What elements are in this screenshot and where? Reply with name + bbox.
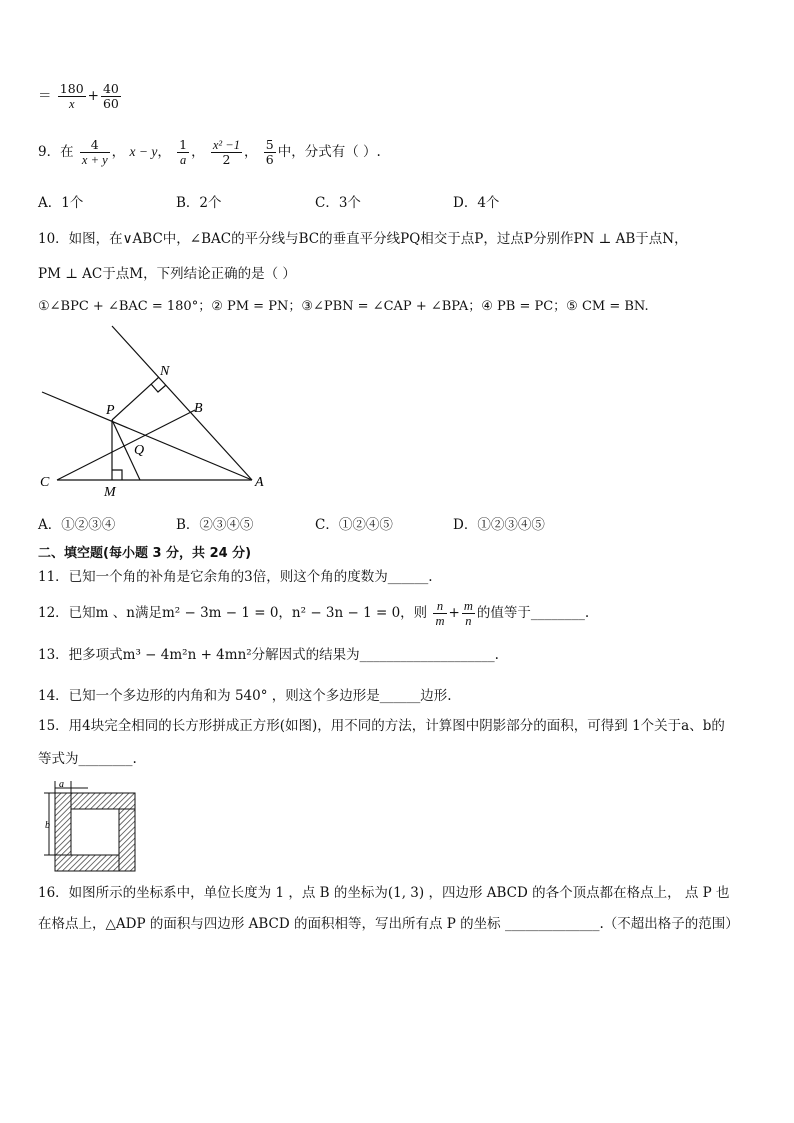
fraction-4-over-xy: $\frac{4}{x + y}$ — [81, 137, 108, 167]
label-N: N — [160, 364, 170, 379]
label-a: a — [59, 779, 64, 790]
label-C: C — [40, 475, 50, 490]
question-12: 12．已知m 、n满足m² − 3m − 1 = 0，n² − 3n − 1 = 0，则 $\frac{n}{m}$ + $\frac{m}{n}$ 的值等于________. — [38, 599, 590, 628]
question-13: 13．把多项式m³ − 4m²n + 4mn²分解因式的结果为____________________. — [38, 647, 499, 663]
label-M: M — [104, 485, 116, 500]
q10-triangle-figure — [30, 320, 290, 500]
q9-option-d: D．4个 — [453, 195, 500, 211]
q9-option-a: A．1个 — [38, 195, 84, 211]
section-2-heading: 二、填空题(每小题 3 分，共 24 分) — [38, 546, 252, 561]
q10-option-d: D．①②③④⑤ — [453, 517, 545, 533]
fraction-x2-1-over-2: $\frac{\text{x² −1}}{2}$ — [212, 138, 240, 167]
label-B: B — [194, 401, 203, 416]
question-16-line2: 在格点上，△ADP 的面积与四边形 ABCD 的面积相等，写出所有点 P 的坐标 ______________.（不超出格子的范围） — [38, 916, 739, 932]
equation-top: ＝ $\frac{180}{x}$ + $\frac{40}{60}$ — [38, 81, 119, 111]
fraction-1-over-a: $\frac{1}{a}$ — [179, 137, 188, 167]
label-A: A — [255, 475, 264, 490]
q10-option-c: C．①②④⑤ — [315, 517, 393, 533]
q10-option-b: B．②③④⑤ — [176, 517, 254, 533]
label-P: P — [106, 403, 115, 418]
question-16-line1: 16．如图所示的坐标系中，单位长度为 1 ，点 B 的坐标为(1, 3) ，四边形 ABCD 的各个顶点都在格点上， 点 P 也 — [38, 885, 730, 901]
label-b: b — [45, 820, 50, 831]
question-15-line1: 15．用4块完全相同的长方形拼成正方形(如图)，用不同的方法，计算图中阴影部分的面积，可得到 1个关于a、b的 — [38, 718, 725, 734]
equals-sign: ＝ — [38, 88, 52, 104]
question-15-line2: 等式为________. — [38, 751, 137, 767]
label-Q: Q — [134, 443, 145, 458]
fraction-5-over-6: $\frac{5}{6}$ — [265, 137, 274, 167]
question-14: 14．已知一个多边形的内角和为 540° ，则这个多边形是______边形. — [38, 688, 452, 704]
question-10-line2: PM ⊥ AC于点M，下列结论正确的是（ ） — [38, 266, 296, 282]
q9-option-b: B．2个 — [176, 195, 222, 211]
question-9: 9．在 $\frac{4}{x + y}$ ， x − y， $\frac{1}{a}$ ， $\frac{\text{x² −1}}{2}$ ， $\frac{5}{6}$ 中，分式有（ ）. — [38, 137, 381, 167]
q15-square-figure — [36, 778, 146, 873]
fraction-n-over-m: $\frac{n}{m}$ — [435, 599, 445, 628]
question-11: 11．已知一个角的补角是它余角的3倍，则这个角的度数为______. — [38, 569, 433, 585]
fraction-180-over-x: $\frac{180}{x}$ — [59, 81, 84, 111]
question-10-line3: ①∠BPC + ∠BAC = 180°；② PM = PN；③∠PBN = ∠CAP + ∠BPA；④ PB = PC；⑤ CM = BN. — [38, 299, 649, 314]
fraction-m-over-n: $\frac{m}{n}$ — [463, 599, 473, 628]
q9-option-c: C．3个 — [315, 195, 361, 211]
question-10-line1: 10．如图，在∨ABC中，∠BAC的平分线与BC的垂直平分线PQ相交于点P，过点P分别作PN ⊥ AB于点N， — [38, 231, 688, 247]
q10-option-a: A．①②③④ — [38, 517, 116, 533]
fraction-40-over-60: $\frac{40}{60}$ — [102, 81, 119, 111]
